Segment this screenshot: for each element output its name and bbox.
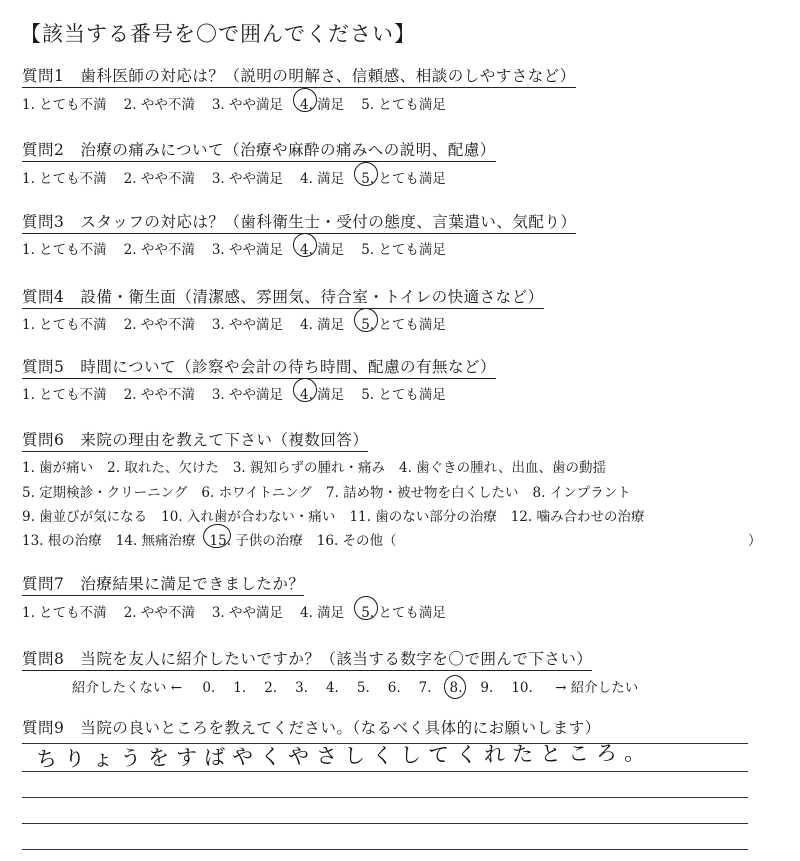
- q2-option-2[interactable]: 2. やや不満: [123, 171, 195, 187]
- q6-option-15[interactable]: 15. 子供の治療: [210, 529, 303, 549]
- q8-option-9[interactable]: 9.: [480, 680, 494, 696]
- q8-option-5[interactable]: 5.: [356, 680, 370, 696]
- question-1-heading: 質問1 歯科医師の対応は？（説明の明解さ、信頼感、相談のしやすさなど）: [22, 64, 576, 88]
- q6-option-16[interactable]: 16. その他（: [316, 533, 397, 549]
- q8-option-1[interactable]: 1.: [233, 680, 247, 696]
- q6-option-10[interactable]: 10. 入れ歯が合わない・痛い: [161, 509, 336, 525]
- question-6-row-1: [22, 456, 620, 476]
- q7-option-4[interactable]: 4. 満足: [300, 605, 345, 621]
- q6-option-6[interactable]: 6. ホワイトニング: [201, 485, 312, 501]
- q3-option-5[interactable]: 5. とても満足: [361, 242, 446, 258]
- q4-option-3[interactable]: 3. やや満足: [211, 317, 284, 333]
- question-1-options: [22, 93, 463, 113]
- q6-option-13[interactable]: 13. 根の治療: [22, 533, 102, 549]
- question-6-heading: 質問6 来院の理由を教えて下さい（複数回答）: [22, 428, 368, 452]
- q8-option-3[interactable]: 3.: [295, 680, 308, 696]
- survey-title: 【該当する番号を〇で囲んでください】: [20, 22, 416, 46]
- q6-option-8[interactable]: 8. インプラント: [532, 485, 631, 501]
- q8-option-0[interactable]: 0.: [202, 680, 216, 696]
- q5-option-5[interactable]: 5. とても満足: [361, 387, 446, 403]
- question-5-heading: 質問5 時間について（診察や会計の待ち時間、配慮の有無など）: [22, 355, 496, 379]
- answer-line-3: [22, 797, 748, 798]
- question-4-options: [22, 313, 463, 333]
- q5-option-2[interactable]: 2. やや不満: [123, 387, 195, 403]
- question-7-heading: 質問7 治療結果に満足できましたか？: [22, 572, 304, 596]
- question-2-heading: 質問2 治療の痛みについて（治療や麻酔の痛みへの説明、配慮）: [22, 138, 496, 162]
- q5-option-3[interactable]: 3. やや満足: [211, 387, 284, 403]
- q6-option-12[interactable]: 12. 噛み合わせの治療: [510, 509, 645, 525]
- q3-option-3[interactable]: 3. やや満足: [211, 242, 284, 258]
- q2-option-3[interactable]: 3. やや満足: [211, 171, 284, 187]
- q1-option-2[interactable]: 2. やや不満: [123, 97, 195, 113]
- q1-option-1[interactable]: 1. とても不満: [22, 97, 107, 113]
- q6-option-9[interactable]: 9. 歯並びが気になる: [22, 509, 148, 525]
- answer-line-2: [22, 771, 748, 772]
- q6-option-7[interactable]: 7. 詰め物・被せ物を白くしたい: [325, 485, 519, 501]
- q4-option-1[interactable]: 1. とても不満: [22, 317, 107, 333]
- q8-option-4[interactable]: 4.: [325, 680, 339, 696]
- q7-option-2[interactable]: 2. やや不満: [123, 605, 195, 621]
- q6-option-14[interactable]: 14. 無痛治療: [115, 533, 196, 549]
- question-6-row-4: [22, 529, 762, 549]
- question-4-heading: 質問4 設備・衛生面（清潔感、雰囲気、待合室・トイレの快適さなど）: [22, 285, 544, 309]
- q1-option-3[interactable]: 3. やや満足: [211, 97, 284, 113]
- q4-option-4[interactable]: 4. 満足: [300, 317, 345, 333]
- q3-option-4[interactable]: 4. 満足: [300, 238, 344, 258]
- question-5-options: [22, 383, 463, 403]
- q6-option-2[interactable]: 2. 取れた、欠けた: [107, 460, 219, 476]
- q6-option-1[interactable]: 1. 歯が痛い: [22, 460, 94, 476]
- q7-option-3[interactable]: 3. やや満足: [211, 605, 284, 621]
- question-7-options: [22, 601, 463, 621]
- q4-option-2[interactable]: 2. やや不満: [123, 317, 195, 333]
- q2-option-5[interactable]: 5. とても満足: [361, 167, 446, 187]
- q8-option-7[interactable]: 7.: [418, 680, 432, 696]
- question-8-heading: 質問8 当院を友人に紹介したいですか？（該当する数字を〇で囲んで下さい）: [22, 647, 592, 671]
- answer-line-4: [22, 823, 748, 824]
- q5-option-1[interactable]: 1. とても不満: [22, 387, 107, 403]
- question-3-options: [22, 238, 463, 258]
- q6-option-11[interactable]: 11. 歯のない部分の治療: [349, 509, 497, 525]
- question-2-options: [22, 167, 463, 187]
- q6-other-close-paren: ）: [748, 533, 762, 549]
- q8-option-2[interactable]: 2.: [264, 680, 278, 696]
- q2-option-1[interactable]: 1. とても不満: [22, 171, 107, 187]
- q8-option-6[interactable]: 6.: [387, 680, 401, 696]
- question-3-heading: 質問3 スタッフの対応は？（歯科衛生士・受付の態度、言葉遣い、気配り）: [22, 210, 576, 234]
- q6-option-5[interactable]: 5. 定期検診・クリーニング: [22, 485, 188, 501]
- question-9-heading: 質問9 当院の良いところを教えてください。（なるべく具体的にお願いします）: [22, 719, 601, 737]
- q6-option-4[interactable]: 4. 歯ぐきの腫れ、出血、歯の動揺: [399, 460, 606, 476]
- q8-option-10[interactable]: 10.: [511, 680, 533, 696]
- q8-option-8[interactable]: 8.: [450, 680, 463, 696]
- q3-option-1[interactable]: 1. とても不満: [22, 242, 107, 258]
- q8-low-label: 紹介したくない ←: [72, 680, 183, 696]
- question-6-row-3: [22, 505, 658, 525]
- q3-option-2[interactable]: 2. やや不満: [123, 242, 195, 258]
- q2-option-4[interactable]: 4. 満足: [300, 171, 345, 187]
- q4-option-5[interactable]: 5. とても満足: [361, 313, 446, 333]
- q7-option-1[interactable]: 1. とても不満: [22, 605, 107, 621]
- q5-option-4[interactable]: 4. 満足: [300, 383, 344, 403]
- q8-high-label: → 紹介したい: [555, 680, 639, 696]
- question-8-scale: [72, 676, 638, 696]
- q6-option-3[interactable]: 3. 親知らずの腫れ・痛み: [232, 460, 386, 476]
- question-6-row-2: [22, 481, 645, 501]
- question-9-answer[interactable]: ちりょうをすばやくやさしくしてくれたところ。: [35, 740, 653, 772]
- q1-option-5[interactable]: 5. とても満足: [361, 97, 446, 113]
- answer-line-5: [22, 849, 748, 850]
- q7-option-5[interactable]: 5. とても満足: [361, 601, 446, 621]
- q1-option-4[interactable]: 4. 満足: [300, 93, 344, 113]
